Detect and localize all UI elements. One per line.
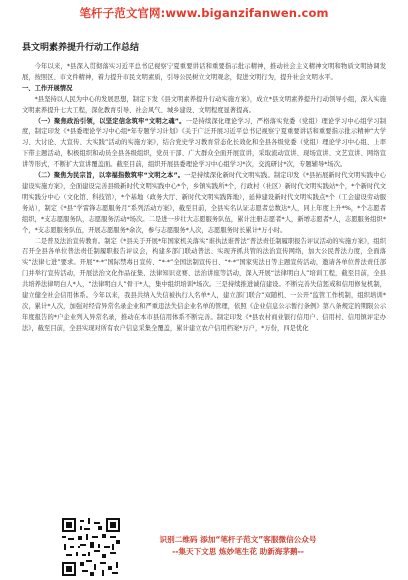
body-paragraph bbox=[22, 171, 386, 236]
footer-line-2: --集天下文思 炼妙笔生花 助新海茅鹅-- bbox=[172, 547, 304, 556]
footer-line-1: 识别二维码 添加“笔杆子范文”客服微信公众号 bbox=[159, 535, 317, 544]
body-paragraph bbox=[22, 84, 386, 95]
paragraph-text: 一是持续深化新时代文明实践。制定印发《*县拓展新时代文明实践中心建设实施方案》，全面建设完善县级新时代文明实践中心*个，乡镇实践所*个，行政村（社区）新时代文明实践站*个，*个新时代文明实践分中心（文化馆、科技馆），*个基地（政务大厅、新时代文明实践阵地），延伸建设新时代文明实践点*个（工会建设劳动服务站），制定《*县“学雷锋志愿服务月”系列活动方案》，截至目前，全县实名认证志愿者总数达*人，同上年度上升*%，*个志愿者组织，*支志愿服务队，志愿服务活动*场次。二是进一步壮大志愿服务队伍，累计注册志愿者*人，新增志愿者*人，志愿服务组织*个，*支志愿服务队伍，开展志愿服务*余次，参与志愿服务*人次，志愿服务时长累计*万小时。 bbox=[22, 172, 386, 234]
body-paragraph bbox=[22, 237, 386, 335]
promo-footer bbox=[0, 510, 408, 580]
qr-code-icon[interactable] bbox=[62, 518, 120, 576]
document-title: 县文明素养提升行动工作总结 bbox=[22, 43, 140, 53]
section-heading: 一、工作开展情况 bbox=[22, 84, 73, 92]
paragraph-list bbox=[22, 62, 386, 335]
body-paragraph bbox=[22, 117, 386, 172]
site-header bbox=[0, 0, 408, 26]
paragraph-text: *县坚持以人民为中心的发展思想，制定下发《县文明素养提升行动实施方案》，成立*县文明素养提升行动领导小组，深入实施文明素养提升七大工程，深化教育引导、社会风气、城乡建设、文明程度显著提高。 bbox=[22, 95, 386, 114]
paragraph-text: 一是持续深化理论学习，严格落实党委（党组）理论学习中心组学习制度，制定印发《*县委理论学习中心组*年专题学习计划》《关于广泛开展习近平总书记视察宁夏重要讲话和重要指示批示精神“大学习、大讨论、大宣传、大实践”活动的实施方案》，结合党史学习教育常态化长效化和全县各级党委（党组）理论学习中心组、上率下带主题活动，积极组织和动员全县各级组织，党员干部、广大群众全面开展宣讲，采取流动宣讲、现场宣讲、文艺宣讲、网络宣讲等形式，不断扩大宣讲覆盖面。截至目前，组织开展县委理论学习中心组学习*次，交流研讨*次，专题辅导*场次。 bbox=[22, 117, 386, 169]
paragraph-text: 二是普及法治宣传教育。制定《*县关于开展*年国家机关落实“谁执法谁普法”普法责任制履职报告评议活动的实施方案》，组织召开全县各单位普法责任制履职报告评议会，构建多部门联动普法、实现齐抓共管的法治宣传网络，加大公民普法力度，全面落实“法律七进”要求。开展“*·*”国际禁毒日宣传、“*·*”全国法制宣传日、“*·*”国家宪法日等主题宣传活动，邀请各单位普法责任部门并举行宣传活动，开展法治文化作品征集、法律知识竞赛、法治讲座等活动，深入开展“法律明白人”培训工程，截至目前，全县共培养法律明白人*人，“法律明白人”骨干*人，集中组织培训*场次。三是持续推进诚信建设。不断完善失信惩戒和信用修复机制，建立健全社会信用体系。今年以来，我县共纳入失信被执行人名单*人，建立部门联合“双随机、一公开”监管工作机制，组织培训*次，累计*人次，加强对经营异常名录企业和严重违法失信企业名单的管理，依照《企业信息公示暂行条例》第八条规定的期限公示年度报告的*户企业列入异常名录，推动在本市县信用体系不断完善。制定印发《*县农村商业银行信用户、信用村、信用镇评定办法》，截至目前，全县实现对所有农户信息采集全覆盖，累计建立农户信用档案*万户，*万份，四是优化 bbox=[22, 237, 386, 332]
document-body bbox=[22, 40, 386, 335]
site-url-banner[interactable]: 笔杆子范文官网:www.biganzifanwen.com bbox=[79, 6, 329, 20]
footer-caption bbox=[128, 534, 348, 558]
body-paragraph bbox=[22, 95, 386, 117]
paragraph-lead: （一）聚焦政治引领，以坚定信念筑牢“文明之魂”。 bbox=[34, 117, 186, 125]
paragraph-lead: （二）聚焦为民宗旨，以幸福指数筑牢“文明之本”。 bbox=[34, 172, 185, 180]
body-paragraph bbox=[22, 62, 386, 84]
paragraph-text: 今年以来，*县深入贯彻落实习近平总书记视察宁夏重要讲话和重要指示批示精神，推动社会主义精神文明和物质文明协调发展，按照区、市文件精神，着力提升市民文明素质，引导公民树立文明观念，促进文明行为，提升社会文明水平。 bbox=[22, 63, 386, 81]
